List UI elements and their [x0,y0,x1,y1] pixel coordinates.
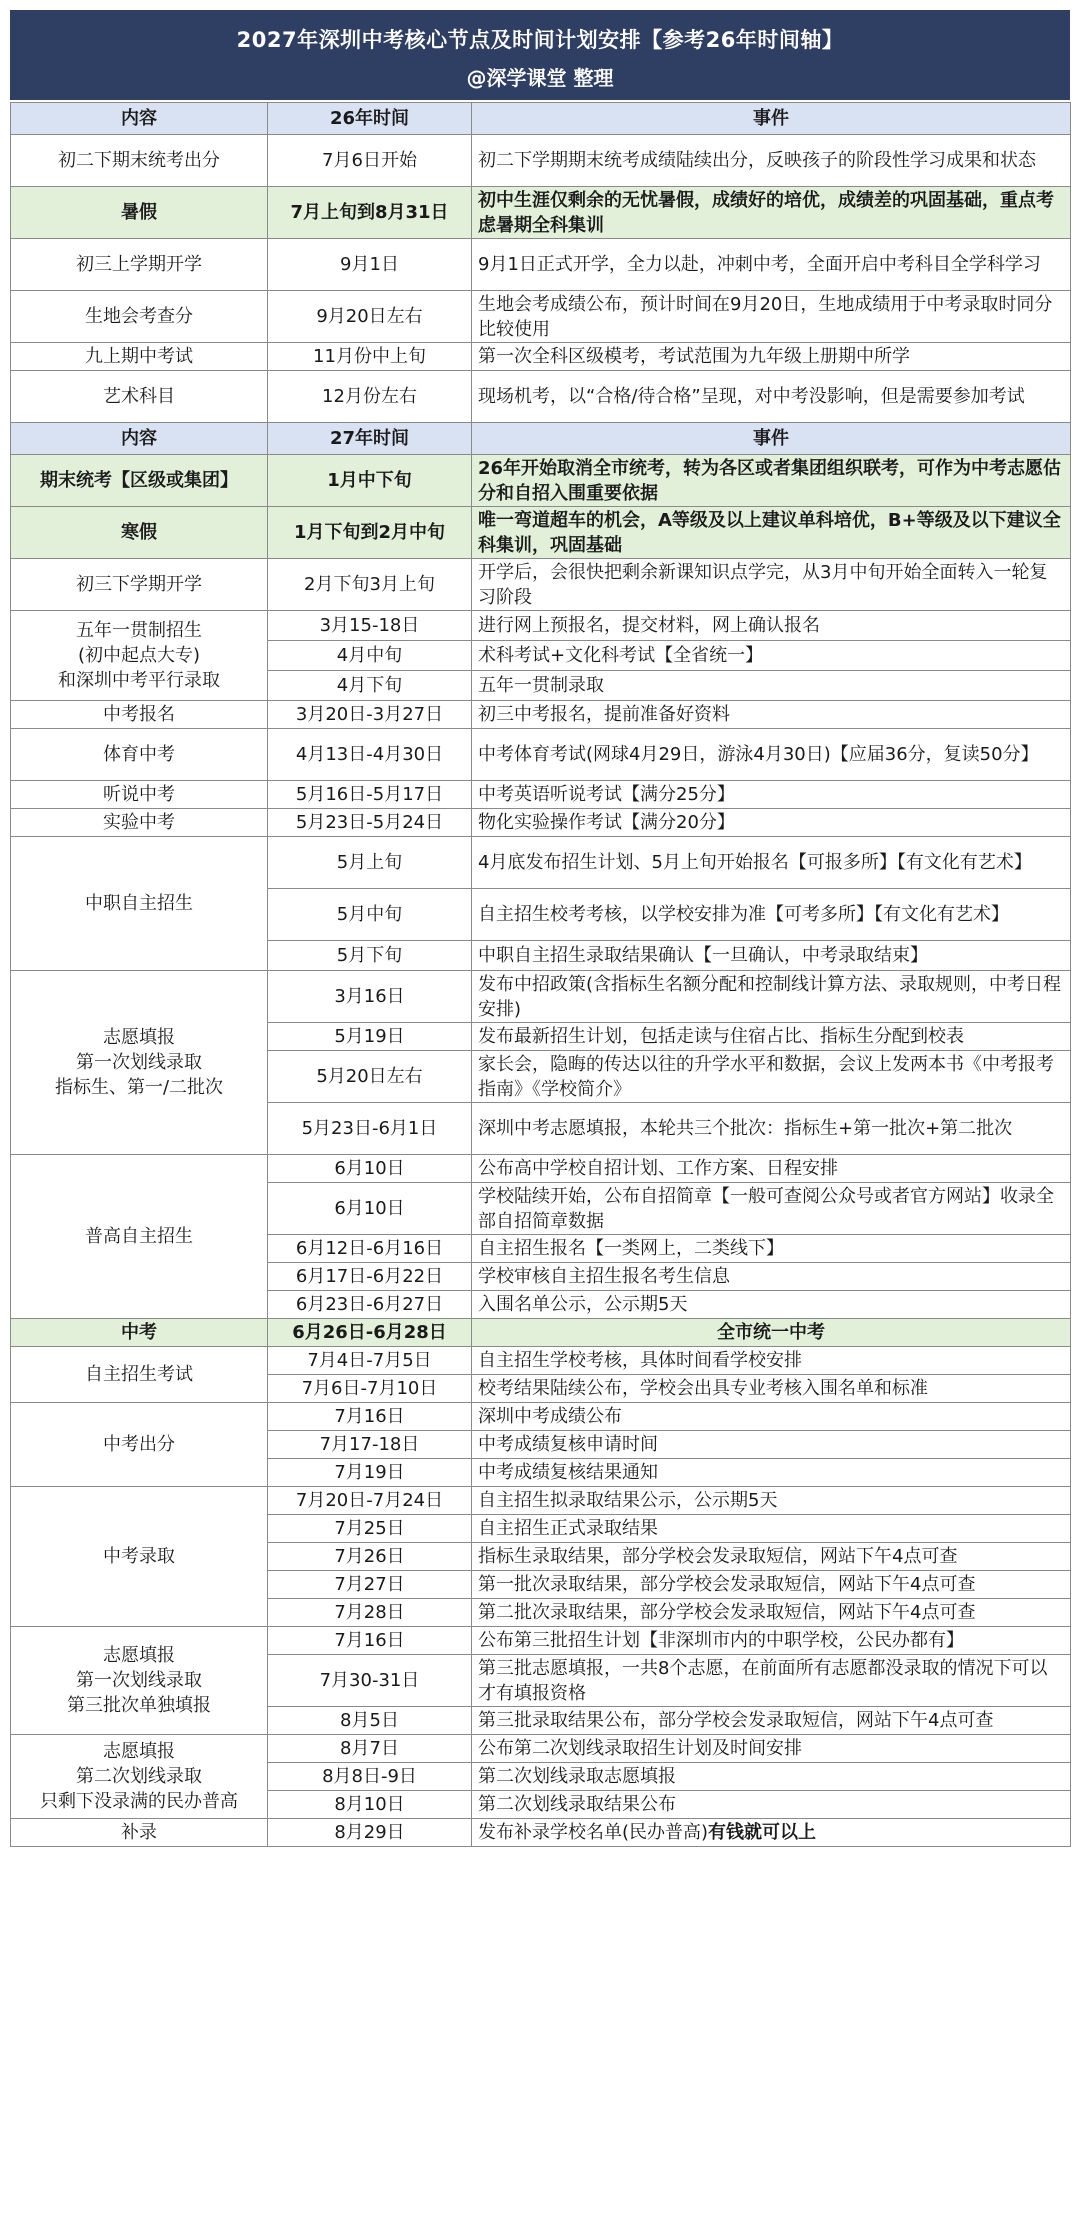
row-time: 9月20日左右 [268,291,472,343]
row-time: 3月15-18日 [268,611,472,641]
row-time: 7月16日 [268,1403,472,1431]
row-event: 自主招生拟录取结果公示，公示期5天 [472,1487,1071,1515]
row-time: 7月6日开始 [268,135,472,187]
row-event: 公布高中学校自招计划、工作方案、日程安排 [472,1155,1071,1183]
row-event: 唯一弯道超车的机会，A等级及以上建议单科培优，B+等级及以下建议全科集训，巩固基础 [472,507,1071,559]
row-event: 第二批次录取结果，部分学校会发录取短信，网站下午4点可查 [472,1599,1071,1627]
row-content: 中考 [11,1319,268,1347]
row-time: 5月19日 [268,1023,472,1051]
row-time: 6月17日-6月22日 [268,1263,472,1291]
row-time: 12月份左右 [268,371,472,423]
row-time: 7月26日 [268,1543,472,1571]
header-content: 内容 [11,423,268,455]
volunteer2-content: 志愿填报 第二次划线录取 只剩下没录满的民办普高 [11,1735,268,1819]
row-content: 实验中考 [11,809,268,837]
row-event: 入围名单公示，公示期5天 [472,1291,1071,1319]
row-event: 开学后，会很快把剩余新课知识点学完，从3月中旬开始全面转入一轮复习阶段 [472,559,1071,611]
row-time: 5月20日左右 [268,1051,472,1103]
row-content: 体育中考 [11,729,268,781]
table-row [11,135,1071,187]
row-content: 寒假 [11,507,268,559]
row-time: 8月8日-9日 [268,1763,472,1791]
self-exam-row [11,1347,1071,1375]
row-time: 6月12日-6月16日 [268,1235,472,1263]
row-event: 初中生涯仅剩余的无忧暑假，成绩好的培优，成绩差的巩固基础，重点考虑暑期全科集训 [472,187,1071,239]
row-time: 7月17-18日 [268,1431,472,1459]
volunteer1-row [11,971,1071,1023]
row-event: 4月底发布招生计划、5月上旬开始报名【可报多所】【有文化有艺术】 [472,837,1071,889]
row-event: 第一批次录取结果，部分学校会发录取短信，网站下午4点可查 [472,1571,1071,1599]
row-event: 公布第三批招生计划【非深圳市内的中职学校，公民办都有】 [472,1627,1071,1655]
row-content: 补录 [11,1819,268,1847]
row-time: 7月30-31日 [268,1655,472,1707]
row-content: 暑假 [11,187,268,239]
row-event: 进行网上预报名，提交材料，网上确认报名 [472,611,1071,641]
row-time: 7月6日-7月10日 [268,1375,472,1403]
row-event: 发布中招政策(含指标生名额分配和控制线计算方法、录取规则，中考日程安排) [472,971,1071,1023]
row-event: 自主招生正式录取结果 [472,1515,1071,1543]
admission-row [11,1487,1071,1515]
row-event: 发布最新招生计划，包括走读与住宿占比、指标生分配到校表 [472,1023,1071,1051]
row-time: 2月下旬3月上旬 [268,559,472,611]
row-time: 8月5日 [268,1707,472,1735]
table-row [11,809,1071,837]
row-time: 8月7日 [268,1735,472,1763]
row-time: 6月10日 [268,1155,472,1183]
row-time: 7月19日 [268,1459,472,1487]
row-time: 1月下旬到2月中旬 [268,507,472,559]
row-time: 6月26日-6月28日 [268,1319,472,1347]
scores-row [11,1403,1071,1431]
row-time: 7月16日 [268,1627,472,1655]
row-time: 4月下旬 [268,671,472,701]
row-event: 深圳中考志愿填报，本轮共三个批次：指标生+第一批次+第二批次 [472,1103,1071,1155]
table-row [11,507,1071,559]
row-event: 第三批志愿填报，一共8个志愿，在前面所有志愿都没录取的情况下可以才有填报资格 [472,1655,1071,1707]
table-row [11,239,1071,291]
row-event: 自主招生校考考核，以学校安排为准【可考多所】【有文化有艺术】 [472,889,1071,941]
admission-content: 中考录取 [11,1487,268,1627]
row-time: 7月上旬到8月31日 [268,187,472,239]
row-time: 3月16日 [268,971,472,1023]
row-event: 全市统一中考 [472,1319,1071,1347]
volunteer3-content: 志愿填报 第一次划线录取 第三批次单独填报 [11,1627,268,1735]
row-time: 7月28日 [268,1599,472,1627]
five-year-content: 五年一贯制招生 (初中起点大专) 和深圳中考平行录取 [11,611,268,701]
row-event: 指标生录取结果，部分学校会发录取短信，网站下午4点可查 [472,1543,1071,1571]
row-event: 术科考试+文化科考试【全省统一】 [472,641,1071,671]
high-school-row [11,1155,1071,1183]
row-event: 中考成绩复核申请时间 [472,1431,1071,1459]
row-time: 1月中下旬 [268,455,472,507]
row-event: 第二次划线录取结果公布 [472,1791,1071,1819]
table-row [11,1319,1071,1347]
row-event: 学校陆续开始，公布自招简章【一般可查阅公众号或者官方网站】收录全部自招简章数据 [472,1183,1071,1235]
table-row [11,343,1071,371]
row-time: 7月4日-7月5日 [268,1347,472,1375]
table-row [11,291,1071,343]
row-content: 期末统考【区级或集团】 [11,455,268,507]
volunteer1-content: 志愿填报 第一次划线录取 指标生、第一/二批次 [11,971,268,1155]
row-content: 初二下期末统考出分 [11,135,268,187]
row-time: 8月10日 [268,1791,472,1819]
row-time: 5月23日-5月24日 [268,809,472,837]
row-event: 发布补录学校名单(民办普高)有钱就可以上 [472,1819,1071,1847]
row-event: 初三中考报名，提前准备好资料 [472,701,1071,729]
vocational-content: 中职自主招生 [11,837,268,971]
row-event: 家长会，隐晦的传达以往的升学水平和数据，会议上发两本书《中考报考指南》《学校简介》 [472,1051,1071,1103]
row-time: 6月23日-6月27日 [268,1291,472,1319]
row-event: 中考体育考试(网球4月29日，游泳4月30日)【应届36分，复读50分】 [472,729,1071,781]
row-event: 物化实验操作考试【满分20分】 [472,809,1071,837]
row-time: 5月中旬 [268,889,472,941]
five-year-row [11,611,1071,641]
table-row [11,559,1071,611]
row-time: 7月25日 [268,1515,472,1543]
row-event: 生地会考成绩公布，预计时间在9月20日，生地成绩用于中考录取时同分比较使用 [472,291,1071,343]
header-time: 26年时间 [268,103,472,135]
row-event: 校考结果陆续公布，学校会出具专业考核入围名单和标准 [472,1375,1071,1403]
vocational-row [11,837,1071,889]
row-event: 26年开始取消全市统考，转为各区或者集团组织联考，可作为中考志愿估分和自招入围重要依据 [472,455,1071,507]
row-time: 6月10日 [268,1183,472,1235]
row-event: 9月1日正式开学，全力以赴，冲刺中考，全面开启中考科目全学科学习 [472,239,1071,291]
table-row [11,781,1071,809]
row-time: 3月20日-3月27日 [268,701,472,729]
row-time: 11月份中上旬 [268,343,472,371]
row-event: 深圳中考成绩公布 [472,1403,1071,1431]
header-row-1 [11,103,1071,135]
header-content: 内容 [11,103,268,135]
supplement-bold-note: 有钱就可以上 [708,1822,817,1843]
table-row [11,701,1071,729]
title-bar [10,10,1070,100]
row-event: 公布第二次划线录取招生计划及时间安排 [472,1735,1071,1763]
row-event: 第三批录取结果公布，部分学校会发录取短信，网站下午4点可查 [472,1707,1071,1735]
row-content: 中考报名 [11,701,268,729]
row-time: 5月23日-6月1日 [268,1103,472,1155]
row-content: 听说中考 [11,781,268,809]
row-event: 第二次划线录取志愿填报 [472,1763,1071,1791]
row-event: 中职自主招生录取结果确认【一旦确认，中考录取结束】 [472,941,1071,971]
supplement-row [11,1819,1071,1847]
header-event: 事件 [472,423,1071,455]
row-content: 初三下学期开学 [11,559,268,611]
table-row [11,187,1071,239]
row-event: 自主招生报名【一类网上，二类线下】 [472,1235,1071,1263]
row-time: 5月下旬 [268,941,472,971]
row-time: 7月20日-7月24日 [268,1487,472,1515]
row-event: 五年一贯制录取 [472,671,1071,701]
row-event: 中考成绩复核结果通知 [472,1459,1071,1487]
schedule-table [10,102,1071,1847]
row-time: 9月1日 [268,239,472,291]
table-row [11,455,1071,507]
self-exam-content: 自主招生考试 [11,1347,268,1403]
scores-content: 中考出分 [11,1403,268,1487]
row-time: 5月16日-5月17日 [268,781,472,809]
row-time: 8月29日 [268,1819,472,1847]
row-event: 现场机考，以“合格/待合格”呈现，对中考没影响，但是需要参加考试 [472,371,1071,423]
page-title: 2027年深圳中考核心节点及时间计划安排【参考26年时间轴】 [236,28,844,52]
row-event: 初二下学期期末统考成绩陆续出分，反映孩子的阶段性学习成果和状态 [472,135,1071,187]
table-row [11,371,1071,423]
row-time: 7月27日 [268,1571,472,1599]
row-content: 初三上学期开学 [11,239,268,291]
page-subtitle: @深学课堂 整理 [466,66,614,90]
header-event: 事件 [472,103,1071,135]
row-event: 自主招生学校考核，具体时间看学校安排 [472,1347,1071,1375]
row-time: 5月上旬 [268,837,472,889]
row-event: 第一次全科区级模考，考试范围为九年级上册期中所学 [472,343,1071,371]
table-row [11,729,1071,781]
row-content: 艺术科目 [11,371,268,423]
header-row-2 [11,423,1071,455]
header-time: 27年时间 [268,423,472,455]
row-time: 4月13日-4月30日 [268,729,472,781]
volunteer3-row [11,1627,1071,1655]
row-content: 九上期中考试 [11,343,268,371]
row-time: 4月中旬 [268,641,472,671]
row-content: 生地会考查分 [11,291,268,343]
volunteer2-row [11,1735,1071,1763]
high-school-content: 普高自主招生 [11,1155,268,1319]
row-event: 学校审核自主招生报名考生信息 [472,1263,1071,1291]
row-event: 中考英语听说考试【满分25分】 [472,781,1071,809]
